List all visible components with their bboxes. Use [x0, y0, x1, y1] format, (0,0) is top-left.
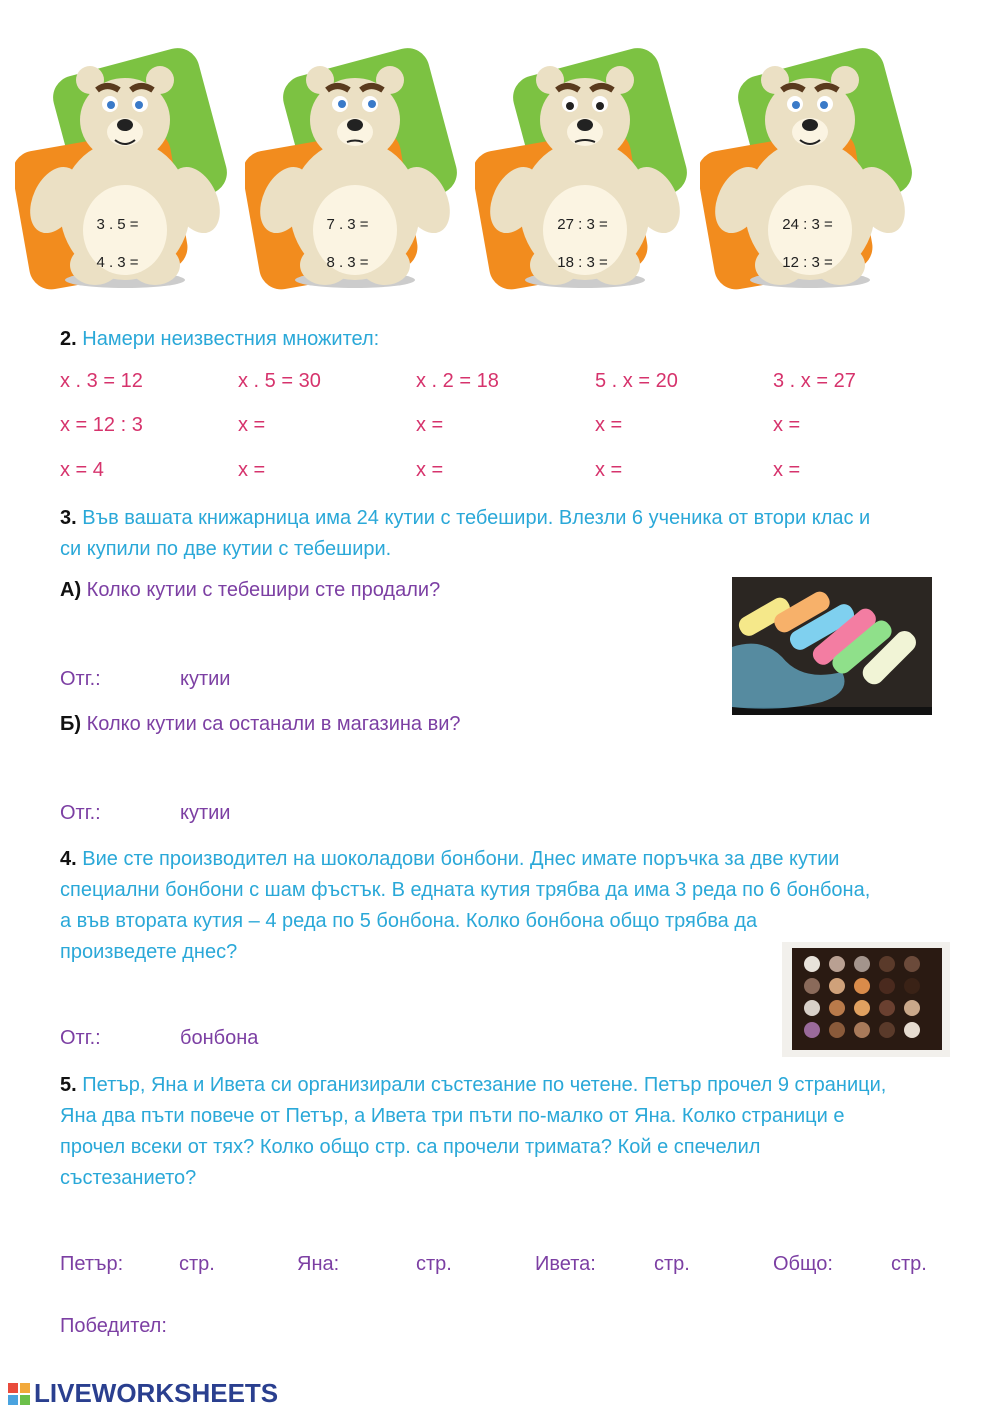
task5-text	[60, 1070, 960, 1194]
question-b-label: Б)	[60, 713, 82, 735]
question-b-text: Колко кутии са останали в магазина ви?	[86, 713, 461, 735]
task5-line-1: Петър, Яна и Ивета си организирали състезание по четене. Петър прочел 9 страници,	[82, 1074, 887, 1096]
answer-field[interactable]: x =	[595, 459, 623, 481]
total-unit: стр.	[891, 1253, 927, 1275]
task2-row-2	[60, 414, 960, 444]
answer-field[interactable]: x =	[773, 414, 801, 436]
bear-card-2	[245, 40, 460, 295]
bear-equation-1: 7 . 3 =	[326, 216, 369, 233]
bear-equation-2: 8 . 3 =	[326, 254, 369, 271]
petar-unit: стр.	[179, 1253, 215, 1275]
equation-cell: x = 12 : 3	[60, 414, 143, 436]
chocolates-photo	[782, 942, 950, 1057]
winner-label: Победител:	[60, 1315, 167, 1337]
answer-field[interactable]: x =	[773, 459, 801, 481]
task5-number: 5.	[60, 1074, 77, 1096]
task5-line-3: прочел всеки от тях? Колко общо стр. са прочели тримата? Кой е спечелил	[60, 1136, 761, 1158]
chalk-photo	[732, 577, 932, 715]
task3-text	[60, 503, 960, 565]
bear-equation-1: 24 : 3 =	[782, 216, 833, 233]
task3-question-a	[60, 579, 440, 602]
equation-cell: x . 2 = 18	[416, 370, 499, 392]
answer-label: Отг.:	[60, 668, 101, 690]
answer-field[interactable]: x =	[238, 414, 266, 436]
bear-equation-1: 3 . 5 =	[96, 216, 139, 233]
logo-icon	[8, 1383, 30, 1405]
task4-line-3: а във втората кутия – 4 реда по 5 бонбона. Колко бонбона общо трябва да	[60, 910, 758, 932]
task5-answers-row	[60, 1253, 960, 1283]
iveta-label: Ивета:	[535, 1253, 596, 1275]
answer-field[interactable]: x =	[416, 414, 444, 436]
total-label: Общо:	[773, 1253, 833, 1275]
task4-number: 4.	[60, 848, 77, 870]
question-a-text: Колко кутии с тебешири сте продали?	[86, 579, 441, 601]
bear-card-1	[15, 40, 230, 295]
question-a-label: А)	[60, 579, 82, 601]
equation-cell: 3 . x = 27	[773, 370, 856, 392]
equation-cell: 5 . x = 20	[595, 370, 678, 392]
equation-cell: x . 5 = 30	[238, 370, 321, 392]
task3-question-b	[60, 713, 461, 736]
task3-line-1: Във вашата книжарница има 24 кутии с тебешири. Влезли 6 ученика от втори клас и	[82, 507, 871, 529]
task3-line-2: си купили по две кутии с тебешири.	[60, 538, 392, 560]
task4-line-2: специални бонбони с шам фъстък. В едната кутия трябва да има 3 реда по 6 бонбона,	[60, 879, 871, 901]
logo-text: LIVEWORKSHEETS	[34, 1378, 279, 1408]
equation-cell: x = 4	[60, 459, 104, 481]
answer-unit: кутии	[180, 802, 231, 824]
iveta-unit: стр.	[654, 1253, 690, 1275]
task2-title: Намери неизвестния множител:	[82, 328, 380, 350]
liveworksheets-logo[interactable]	[8, 1378, 278, 1409]
equation-cell: x . 3 = 12	[60, 370, 143, 392]
bear-equation-1: 27 : 3 =	[557, 216, 608, 233]
answer-unit: бонбона	[180, 1027, 259, 1049]
answer-field[interactable]: x =	[595, 414, 623, 436]
task2-row-1	[60, 370, 960, 400]
answer-field[interactable]: x =	[238, 459, 266, 481]
answer-label: Отг.:	[60, 802, 101, 824]
answer-field[interactable]: x =	[416, 459, 444, 481]
task4-line-4: произведете днес?	[60, 941, 238, 963]
task5-line-4: състезанието?	[60, 1167, 197, 1189]
bear-equation-2: 4 . 3 =	[96, 254, 139, 271]
task2-row-3	[60, 459, 960, 489]
bear-card-4	[700, 40, 915, 295]
answer-label: Отг.:	[60, 1027, 101, 1049]
task3-number: 3.	[60, 507, 77, 529]
task2-number: 2.	[60, 328, 77, 350]
bear-equation-2: 18 : 3 =	[557, 254, 608, 271]
bear-equation-2: 12 : 3 =	[782, 254, 833, 271]
yana-label: Яна:	[297, 1253, 340, 1275]
task4-line-1: Вие сте производител на шоколадови бонбони. Днес имате поръчка за две кутии	[82, 848, 840, 870]
task5-line-2: Яна два пъти повече от Петър, а Ивета три пъти по-малко от Яна. Колко страници е	[60, 1105, 845, 1127]
bear-card-3	[475, 40, 690, 295]
yana-unit: стр.	[416, 1253, 452, 1275]
task2-heading	[60, 324, 379, 355]
answer-unit: кутии	[180, 668, 231, 690]
petar-label: Петър:	[60, 1253, 124, 1275]
